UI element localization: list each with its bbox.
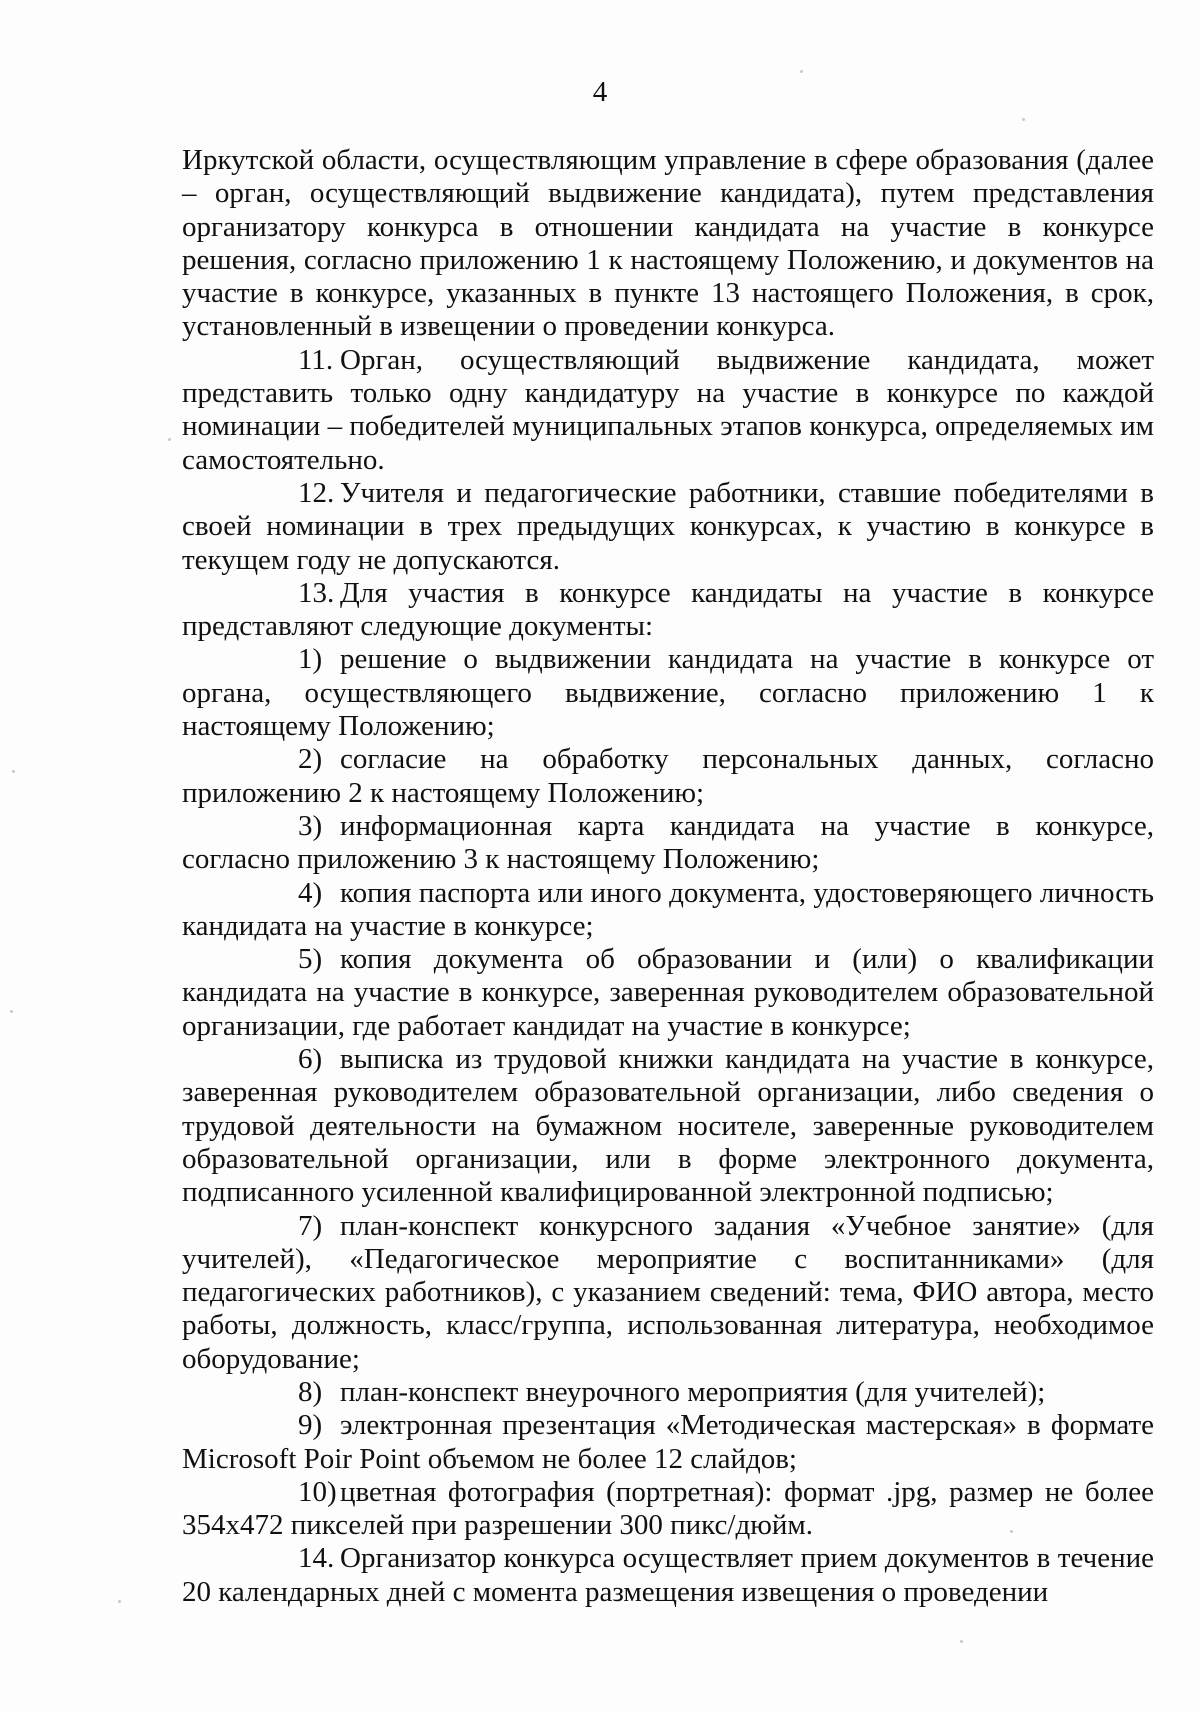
list-item-number: 10): [298, 1475, 337, 1508]
list-item-7: [182, 1210, 1154, 1376]
list-item-text: копия паспорта или иного документа, удостоверяющего личность кандидата на участие в конкурсе;: [182, 876, 1154, 942]
scan-speck: [800, 70, 803, 73]
paragraph-number: 11.: [298, 343, 334, 376]
list-item-number: 2): [298, 743, 323, 776]
list-item-4: [182, 877, 1154, 944]
paragraph-number: 13.: [298, 576, 335, 609]
list-item-number: 5): [298, 943, 323, 976]
paragraph-text: Для участия в конкурсе кандидаты на участие в конкурсе представляют следующие документы:: [182, 576, 1154, 643]
list-item-5: [182, 943, 1154, 1043]
list-item-text: план-конспект конкурсного задания «Учебное занятие» (для учителей), «Педагогическое мероприятие с воспитанниками» (для педагогических работников), с указанием сведений: тема, ФИО автора, место работы, должность, класс/группа, использованная литература, необходимое оборудование;: [182, 1209, 1154, 1375]
list-item-text: цветная фотография (портретная): формат .jpg, размер не более 354х472 пикселей при разрешении 300 пикс/дюйм.: [182, 1475, 1154, 1542]
document-body: [182, 144, 1154, 1609]
list-item-text: план-конспект внеурочного мероприятия (для учителей);: [340, 1375, 1046, 1408]
list-item-2: [182, 743, 1154, 810]
paragraph-text: Учителя и педагогические работники, ставшие победителями в своей номинации в трех предыдущих конкурсах, к участию в конкурсе в текущем году не допускаются.: [182, 476, 1154, 576]
list-item-number: 1): [298, 643, 323, 676]
scan-speck: [10, 1010, 13, 1013]
list-item-text: копия документа об образовании и (или) о квалификации кандидата на участие в конкурсе, заверенная руководителем образовательной организации, где работает кандидат на участие в конкурсе;: [182, 943, 1154, 1042]
list-item-9: [182, 1409, 1154, 1476]
paragraph-intro: [182, 144, 1154, 344]
paragraph-11: [182, 344, 1154, 477]
paragraph-text: Организатор конкурса осуществляет прием документов в течение 20 календарных дней с момента размещения извещения о проведении: [182, 1542, 1154, 1608]
list-item-number: 9): [298, 1409, 323, 1442]
list-item-text: согласие на обработку персональных данных, согласно приложению 2 к настоящему Положению;: [182, 743, 1154, 809]
paragraph-number: 12.: [298, 476, 335, 509]
list-item-number: 6): [298, 1043, 323, 1076]
scan-speck: [1010, 1530, 1013, 1533]
page-number: 4: [592, 76, 608, 108]
scan-speck: [1022, 118, 1025, 121]
list-item-number: 3): [298, 809, 323, 842]
list-item-8: [182, 1376, 1154, 1409]
paragraph-number: 14.: [298, 1542, 335, 1575]
paragraph-text: Иркутской области, осуществляющим управление в сфере образования (далее – орган, осуществляющий выдвижение кандидата), путем представления организатору конкурса в отношении кандидата на участие в конкурсе решения, согласно приложению 1 к настоящему Положению, и документов на участие в конкурсе, указанных в пункте 13 настоящего Положения, в срок, установленный в извещении о проведении конкурса.: [182, 144, 1154, 343]
list-item-text: решение о выдвижении кандидата на участие в конкурсе от органа, осуществляющего выдвижение, согласно приложению 1 к настоящему Положению;: [182, 643, 1154, 743]
list-item-10: [182, 1476, 1154, 1543]
list-item-number: 4): [298, 876, 323, 909]
paragraph-13: [182, 577, 1154, 644]
list-item-number: 8): [298, 1375, 323, 1408]
paragraph-text: Орган, осуществляющий выдвижение кандидата, может представить только одну кандидатуру на участие в конкурсе по каждой номинации – победителей муниципальных этапов конкурса, определяемых им самостоятельно.: [182, 343, 1154, 476]
list-item-text: выписка из трудовой книжки кандидата на участие в конкурсе, заверенная руководителем образовательной организации, либо сведения о трудовой деятельности на бумажном носителе, заверенные руководителем образовательной организации, или в форме электронного документа, подписанного усиленной квалифицированной электронной подписью;: [182, 1043, 1154, 1209]
scan-speck: [168, 438, 171, 441]
scan-speck: [960, 1640, 963, 1643]
list-item-1: [182, 643, 1154, 743]
paragraph-12: [182, 477, 1154, 577]
scan-speck: [12, 770, 15, 773]
list-item-text: информационная карта кандидата на участие в конкурсе, согласно приложению 3 к настоящему Положению;: [182, 809, 1154, 876]
list-item-number: 7): [298, 1209, 323, 1242]
list-item-6: [182, 1043, 1154, 1209]
paragraph-14: [182, 1542, 1154, 1609]
list-item-3: [182, 810, 1154, 877]
scan-speck: [118, 1600, 121, 1603]
list-item-text: электронная презентация «Методическая мастерская» в формате Microsoft Poir Point объемом не более 12 слайдов;: [182, 1409, 1154, 1475]
